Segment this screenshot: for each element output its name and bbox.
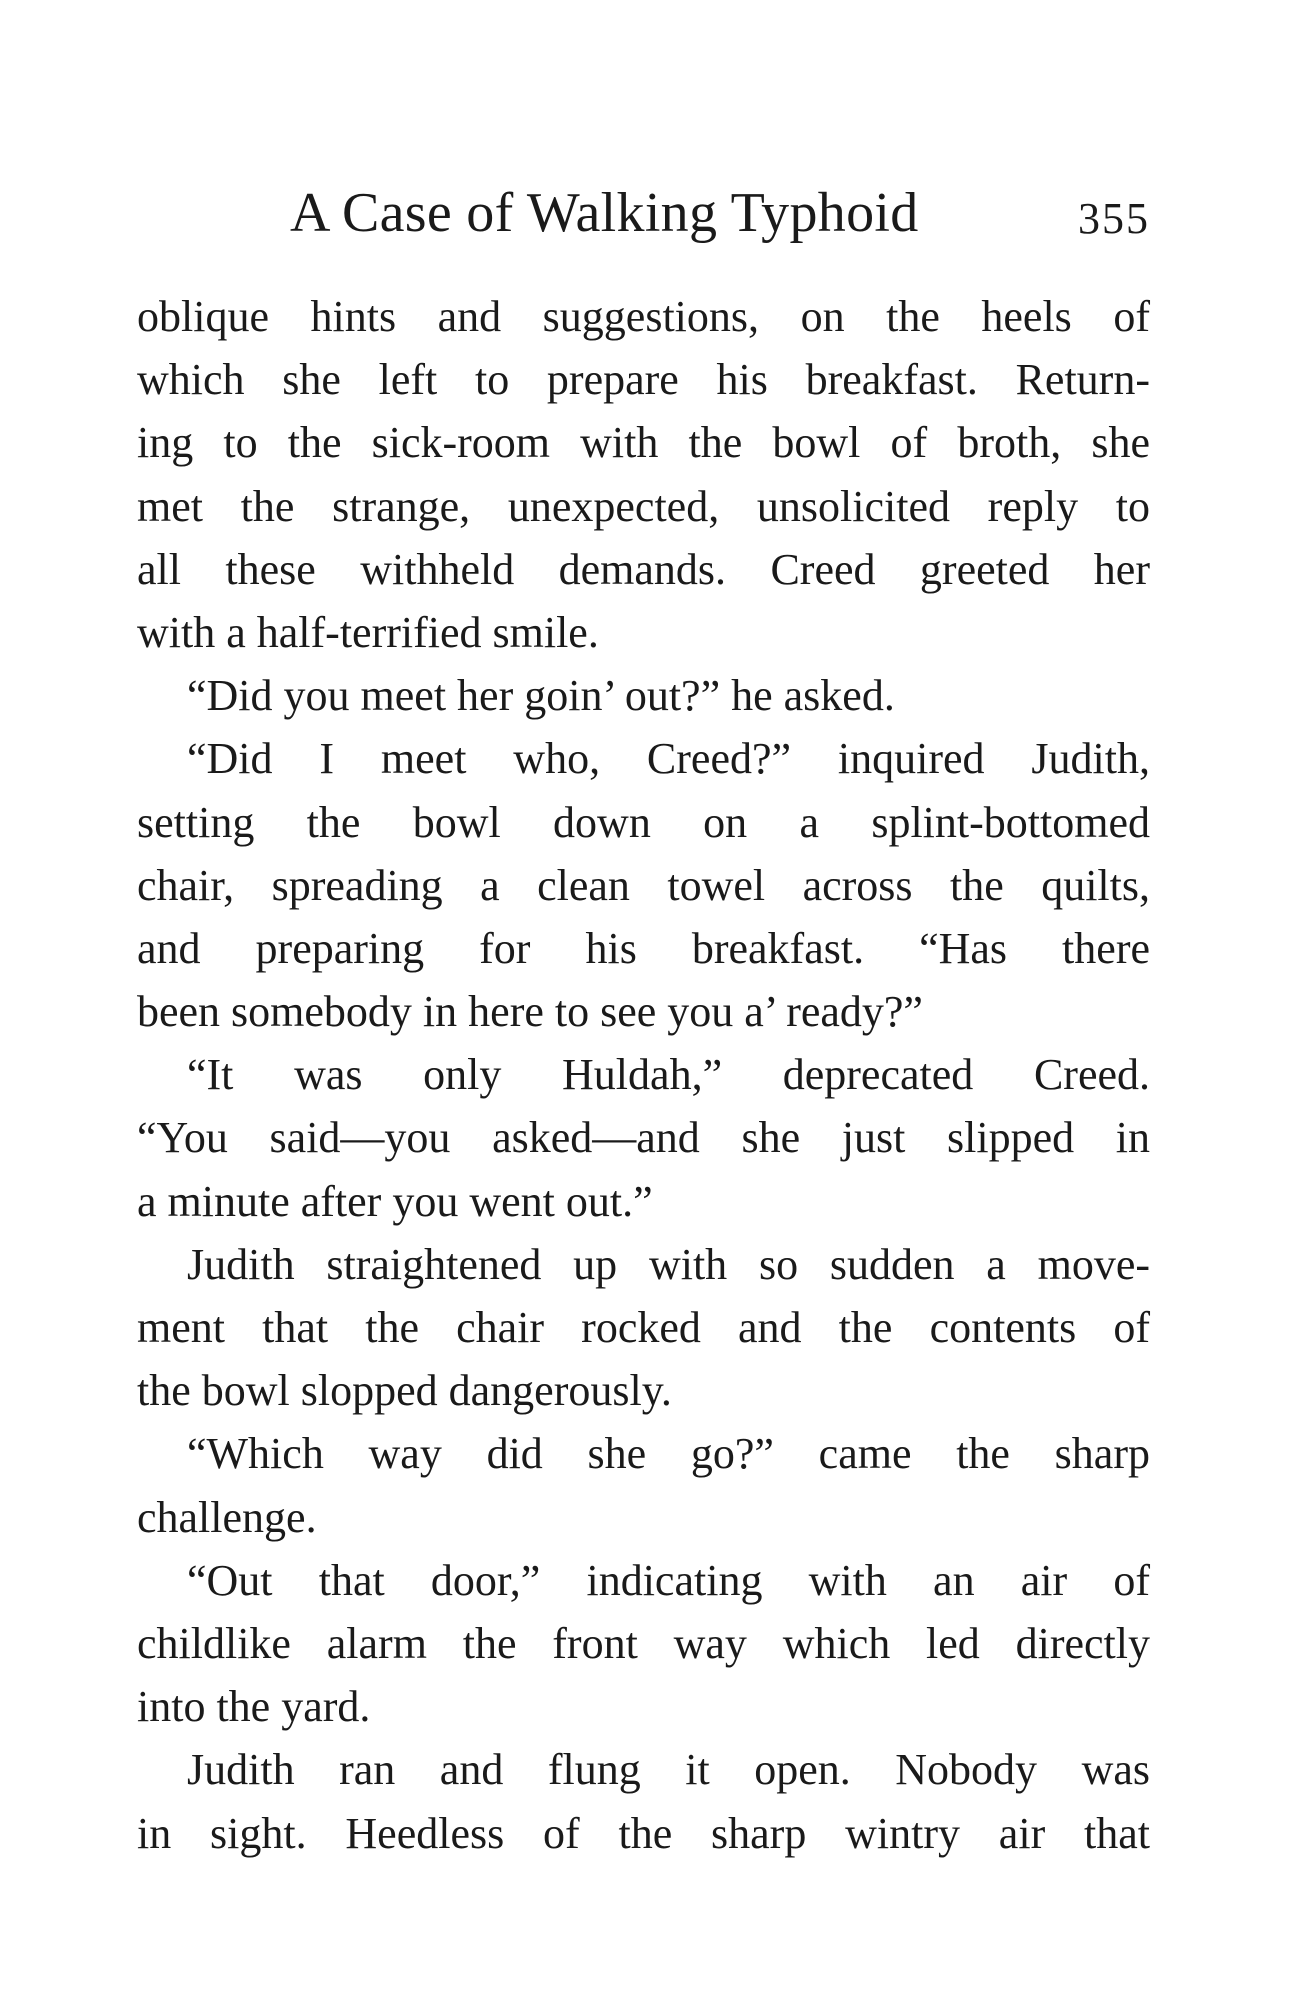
text-line: the bowl slopped dangerously. bbox=[137, 1366, 672, 1416]
text-line: Judith ran and flung it open. Nobody was bbox=[187, 1745, 1150, 1795]
text-line: setting the bowl down on a splint-bottomed bbox=[137, 797, 1150, 847]
text-line: Judith straightened up with so sudden a move- bbox=[187, 1239, 1150, 1289]
text-line: into the yard. bbox=[137, 1682, 371, 1732]
running-header bbox=[290, 178, 1150, 248]
text-line: which she left to prepare his breakfast. Return- bbox=[137, 355, 1150, 405]
text-line: challenge. bbox=[137, 1492, 317, 1542]
text-line: with a half-terrified smile. bbox=[137, 607, 599, 657]
text-line: childlike alarm the front way which led directly bbox=[137, 1618, 1150, 1668]
text-line: “Which way did she go?” came the sharp bbox=[187, 1429, 1150, 1479]
text-line: a minute after you went out.” bbox=[137, 1176, 653, 1226]
body-text bbox=[137, 285, 1150, 1865]
text-line: all these withheld demands. Creed greeted her bbox=[137, 544, 1150, 594]
text-line: met the strange, unexpected, unsolicited reply to bbox=[137, 481, 1150, 531]
text-line: ing to the sick-room with the bowl of broth, she bbox=[137, 418, 1150, 468]
text-line: and preparing for his breakfast. “Has there bbox=[137, 923, 1150, 973]
text-line: “It was only Huldah,” deprecated Creed. bbox=[187, 1050, 1150, 1100]
text-line: ment that the chair rocked and the contents of bbox=[137, 1303, 1150, 1352]
text-line: been somebody in here to see you a’ ready?” bbox=[137, 987, 923, 1037]
text-line: “Did I meet who, Creed?” inquired Judith, bbox=[187, 734, 1150, 784]
text-line: “Out that door,” indicating with an air of bbox=[187, 1555, 1150, 1605]
text-line: chair, spreading a clean towel across the quilts, bbox=[137, 860, 1150, 910]
text-line: in sight. Heedless of the sharp wintry air that bbox=[137, 1808, 1150, 1858]
page-number: 355 bbox=[1078, 194, 1150, 243]
running-title: A Case of Walking Typhoid bbox=[290, 182, 919, 244]
text-line: “Did you meet her goin’ out?” he asked. bbox=[187, 671, 895, 721]
text-line: “You said—you asked—and she just slipped in bbox=[137, 1113, 1150, 1163]
text-line: oblique hints and suggestions, on the heels of bbox=[137, 292, 1150, 341]
